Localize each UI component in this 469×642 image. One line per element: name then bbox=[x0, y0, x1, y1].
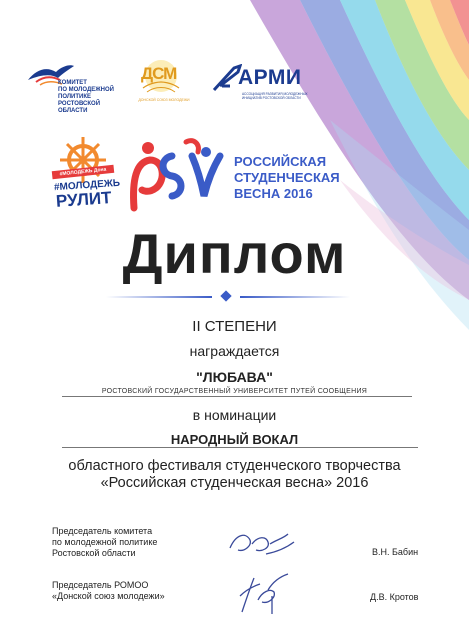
awarded-label: награждается bbox=[189, 343, 280, 359]
dsm-subtitle: ДОНСКОЙ СОЮЗ МОЛОДЕЖИ bbox=[138, 98, 190, 102]
armi-mark: АРМИ bbox=[238, 66, 302, 89]
rsv-logo bbox=[128, 130, 358, 214]
festival-line-2: «Российская студенческая весна» 2016 bbox=[100, 475, 369, 491]
rulit-word: РУЛИТ bbox=[55, 188, 113, 211]
diploma-title: Диплом bbox=[122, 222, 347, 285]
komitet-line-2: ПО МОЛОДЕЖНОЙ bbox=[58, 87, 114, 93]
signatory-2-position-line-2: «Донской союз молодежи» bbox=[52, 591, 165, 601]
recipient: "ЛЮБАВА" bbox=[196, 369, 273, 385]
festival-line-1: областного фестиваля студенческого творчества bbox=[68, 458, 401, 474]
signature-2-icon bbox=[232, 570, 292, 616]
nomination: НАРОДНЫЙ ВОКАЛ bbox=[170, 432, 299, 447]
dsm-mark: ДСМ bbox=[141, 64, 177, 83]
signatory-1-position-line-1: Председатель комитета bbox=[52, 526, 153, 536]
divider-diamond-icon bbox=[220, 290, 231, 301]
rulit-hashtag: #МОЛОДЕЖЬ bbox=[53, 177, 121, 194]
rsv-line-2: СТУДЕНЧЕСКАЯ bbox=[234, 170, 340, 185]
komitet-line-3: ПОЛИТИКЕ bbox=[58, 94, 91, 100]
degree: II СТЕПЕНИ bbox=[192, 318, 277, 335]
signatory-2-name: Д.В. Кротов bbox=[370, 592, 419, 602]
signatory-2-position-line-1: Председатель РОМОО bbox=[52, 580, 149, 590]
signatory-2-position bbox=[52, 580, 212, 602]
nomination-underline bbox=[62, 447, 418, 448]
nomination-label: в номинации bbox=[192, 407, 277, 423]
recipient-underline bbox=[62, 396, 412, 397]
rsv-emblem-icon bbox=[128, 130, 224, 214]
komitet-line-1: КОМИТЕТ bbox=[58, 80, 87, 86]
rulit-logo bbox=[52, 135, 121, 211]
signatory-1-position-line-3: Ростовской области bbox=[52, 548, 136, 558]
komitet-line-4: РОСТОВСКОЙ bbox=[58, 101, 101, 107]
armi-logo bbox=[212, 62, 322, 106]
rsv-line-1: РОССИЙСКАЯ bbox=[234, 154, 327, 169]
komitet-logo bbox=[26, 62, 116, 114]
signatory-1-name: В.Н. Бабин bbox=[372, 547, 419, 557]
komitet-line-5: ОБЛАСТИ bbox=[58, 108, 88, 114]
armi-subtitle: АССОЦИАЦИЯ РАЗВИТИЯ МОЛОДЕЖНЫХ ИНИЦИАТИВ РОСТОВСКОЙ ОБЛАСТИ bbox=[242, 92, 308, 100]
institution: РОСТОВСКИЙ ГОСУДАРСТВЕННЫЙ УНИВЕРСИТЕТ ПУТЕЙ СООБЩЕНИЯ bbox=[101, 388, 368, 395]
signatory-1-position bbox=[52, 526, 192, 559]
rulit-badge: #МОЛОДЕЖЬ Дона bbox=[52, 165, 114, 179]
signature-1-icon bbox=[226, 526, 298, 560]
rsv-line-3: ВЕСНА 2016 bbox=[234, 186, 313, 201]
dsm-logo bbox=[133, 56, 189, 112]
title-divider bbox=[106, 290, 350, 302]
signatory-1-position-line-2: по молодежной политике bbox=[52, 537, 158, 547]
